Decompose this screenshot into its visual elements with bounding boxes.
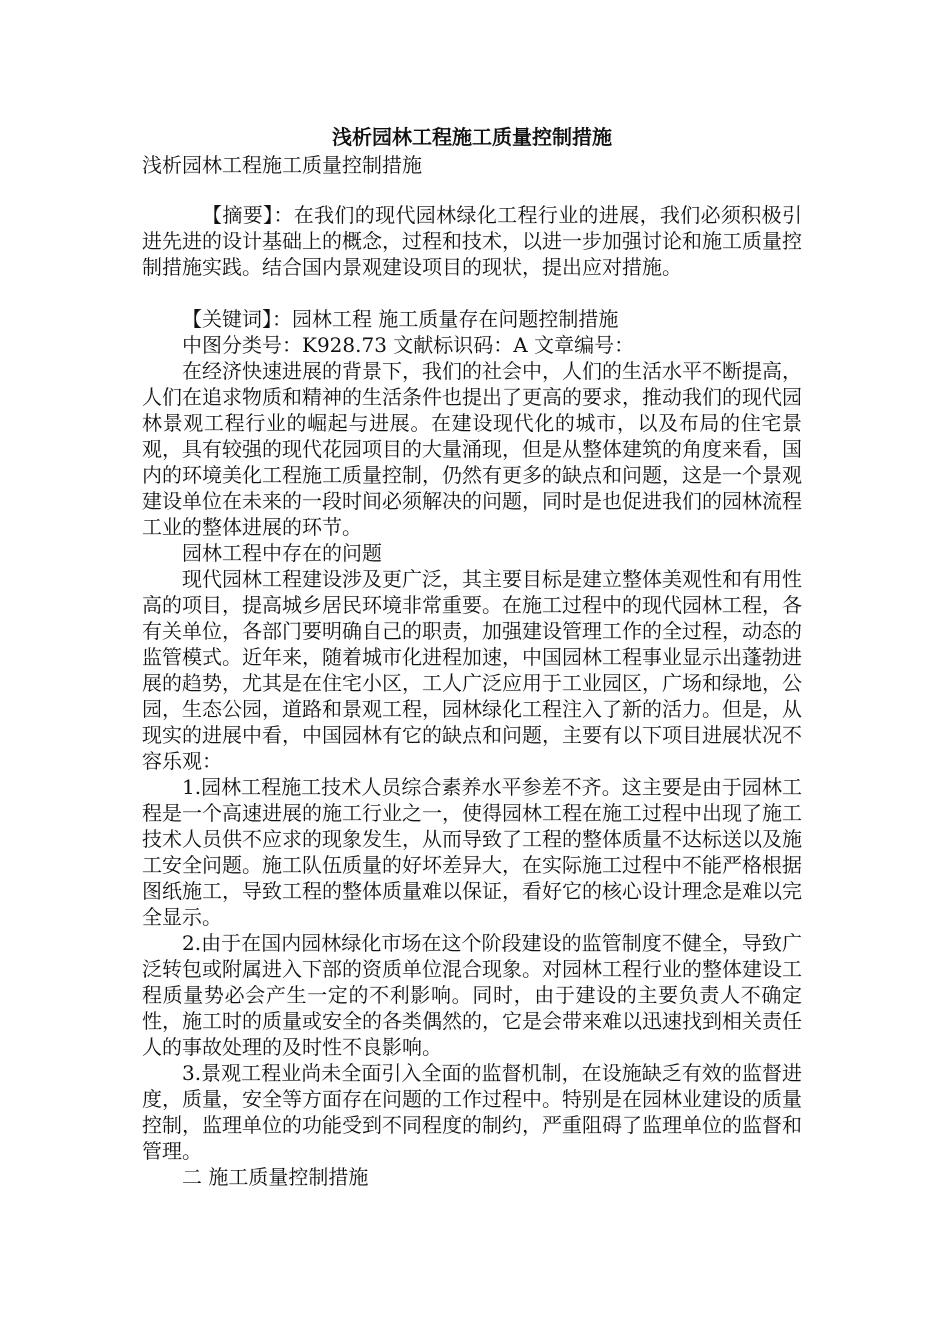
section-heading: 园林工程中存在的问题 [182,541,382,565]
list-item: 1.园林工程施工技术人员综合素养水平参差不齐。这主要是由于园林工程是一个高速进展的施工行业之一，使得园林工程在施工过程中出现了施工技术人员供不应求的现象发生，从而导致了工程的整体质量不达标送以及施工安全问题。施工队伍质量的好坏差异大，在实际施工过程中不能严格根据图纸施工，导致工程的整体质量难以保证，看好它的核心设计理念是难以完全显示。 [142,775,802,929]
body-paragraph: 现代园林工程建设涉及更广泛，其主要目标是建立整体美观性和有用性高的项目，提高城乡居民环境非常重要。在施工过程中的现代园林工程，各有关单位，各部门要明确自己的职责，加强建设管理工作的全过程，动态的监管模式。近年来，随着城市化进程加速，中国园林工程事业显示出蓬勃进展的趋势，尤其是在住宅小区，工人广泛应用于工业园区，广场和绿地，公园，生态公园，道路和景观工程，园林绿化工程注入了新的活力。但是，从现实的进展中看，中国园林有它的缺点和问题，主要有以下项目进展状况不容乐观： [142,567,802,773]
blank-line [142,280,802,306]
list-item: 3.景观工程业尚未全面引入全面的监督机制，在设施缺乏有效的监督进度，质量，安全等方面存在问题的工作过程中。特别是在园林业建设的质量控制，监理单位的功能受到不同程度的制约，严重阻碍了监理单位的监督和管理。 [142,1061,802,1163]
document-body [142,122,802,1190]
classification-line: 中图分类号：K928.73 文献标识码：A 文章编号： [182,333,635,357]
document-title: 浅析园林工程施工质量控制措施 [332,125,612,149]
document-subtitle: 浅析园林工程施工质量控制措施 [142,153,422,177]
abstract-paragraph: 【摘要】：在我们的现代园林绿化工程行业的进展，我们必须积极引进先进的设计基础上的概念，过程和技术，以进一步加强讨论和施工质量控制措施实践。结合国内景观建设项目的现状，提出应对措施。 [142,203,802,279]
section-heading: 二 施工质量控制措施 [182,1165,369,1189]
list-item: 2.由于在国内园林绿化市场在这个阶段建设的监管制度不健全，导致广泛转包或附属进入下部的资质单位混合现象。对园林工程行业的整体建设工程质量势必会产生一定的不利影响。同时，由于建设的主要负责人不确定性，施工时的质量或安全的各类偶然的，它是会带来难以迅速找到相关责任人的事故处理的及时性不良影响。 [142,931,802,1059]
body-paragraph: 在经济快速进展的背景下，我们的社会中，人们的生活水平不断提高，人们在追求物质和精神的生活条件也提出了更高的要求，推动我们的现代园林景观工程行业的崛起与进展。在建设现代化的城市，以及布局的住宅景观，具有较强的现代花园项目的大量涌现，但是从整体建筑的角度来看，国内的环境美化工程施工质量控制，仍然有更多的缺点和问题，这是一个景观建设单位在未来的一段时间必须解决的问题，同时是也促进我们的园林流程工业的整体进展的环节。 [142,359,802,539]
keywords-line: 【关键词】：园林工程 施工质量存在问题控制措施 [182,307,619,331]
